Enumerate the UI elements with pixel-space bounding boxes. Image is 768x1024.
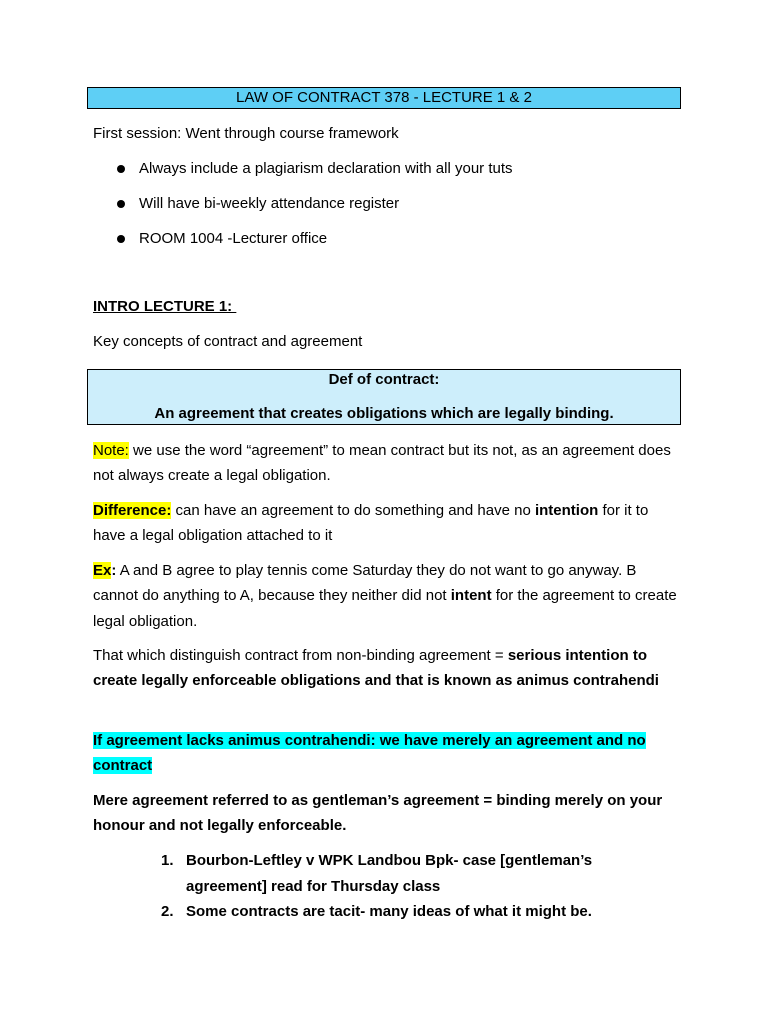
bullet-dot-icon [117,235,125,243]
example-colon: : [111,562,117,579]
example-bold: intent [450,587,492,605]
distinguish-text: That which distinguish contract from non-binding agreement = [93,647,508,664]
definition-box [87,369,681,425]
bullet-dot-icon [117,165,125,173]
lacks-highlight: If agreement lacks animus contrahendi: we have merely an agreement and no contract [93,732,646,775]
difference-paragraph [93,498,683,549]
bullet-item: ROOM 1004 -Lecturer office [139,230,328,247]
definition-label: Def of contract: [328,371,440,388]
bullet-item: Always include a plagiarism declaration with all your tuts [139,160,513,177]
mere-agreement-paragraph: Mere agreement referred to as gentleman’s agreement = binding merely on your honour and not legally enforceable. [93,792,663,835]
note-paragraph [93,438,683,489]
first-session-text: First session: Went through course framework [93,125,399,142]
list-item: Bourbon-Leftley v WPK Landbou Bpk- case [gentleman’s agreement] read for Thursday class [186,852,593,895]
bullet-dot-icon [117,200,125,208]
list-item: Some contracts are tacit- many ideas of what it might be. [186,903,592,920]
example-text: A and B agree to play tennis come Saturday they do not want to go anyway. B cannot do anything to A, because they neither did not [93,562,637,605]
difference-bold: intention [534,502,599,519]
difference-text-end: for it to have a legal obligation attached to it [93,502,649,545]
note-label: Note: [93,442,129,459]
difference-text: can have an agreement to do something and have no [171,502,535,519]
lacks-paragraph [93,728,683,779]
distinguish-paragraph [93,643,683,694]
list-number: 1. [161,852,174,869]
distinguish-bold: serious intention to create legally enforceable obligations and that is known as animus contrahendi [93,647,659,690]
bullet-item: Will have bi-weekly attendance register [139,195,400,212]
list-number: 2. [161,903,174,920]
difference-label: Difference: [93,502,172,519]
key-concepts-text: Key concepts of contract and agreement [93,333,363,350]
example-text-end: for the agreement to create legal obligation. [93,587,677,630]
document-title: LAW OF CONTRACT 378 - LECTURE 1 & 2 [87,87,681,109]
note-text: we use the word “agreement” to mean contract but its not, as an agreement does not always create a legal obligation. [93,442,671,485]
intro-heading: INTRO LECTURE 1: [93,298,237,315]
example-label: Ex [93,562,112,579]
definition-text: An agreement that creates obligations which are legally binding. [154,405,614,422]
example-paragraph [93,558,683,634]
